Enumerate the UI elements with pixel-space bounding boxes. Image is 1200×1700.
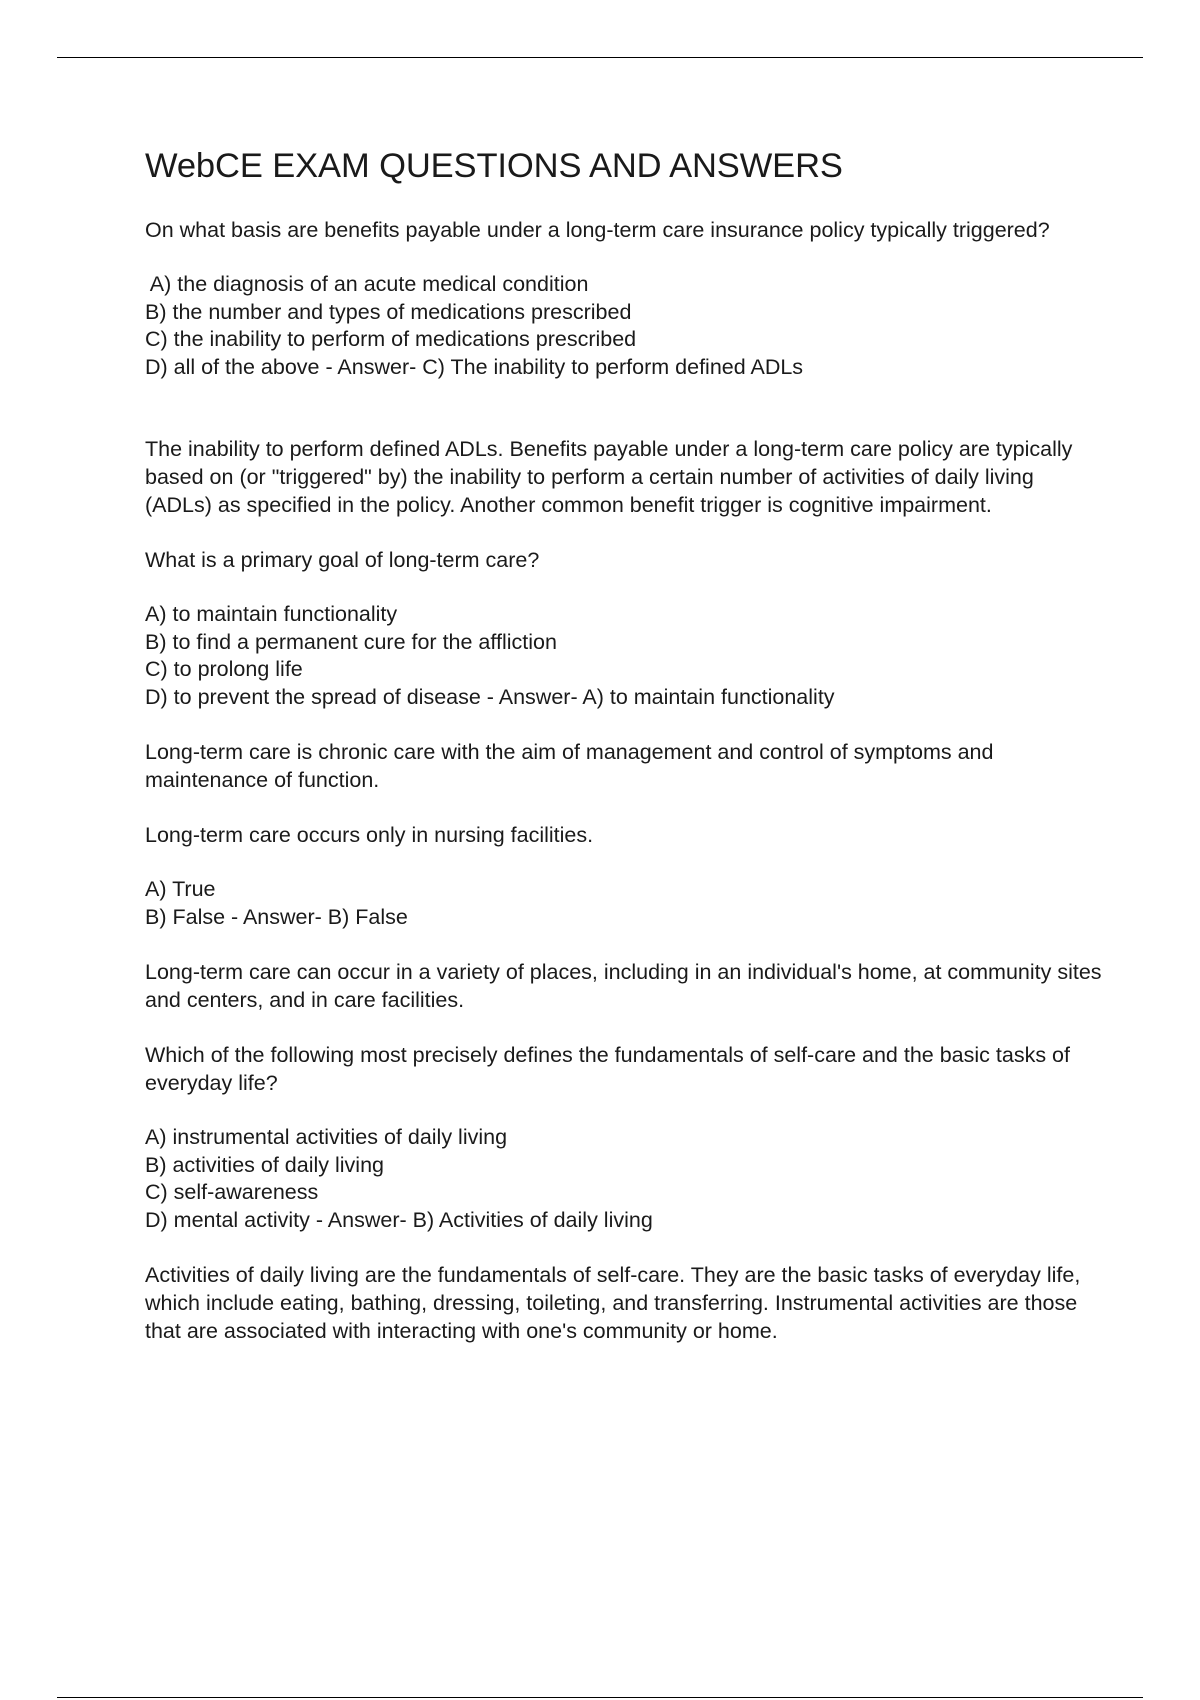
- option-item: B) to find a permanent cure for the affliction: [145, 629, 557, 654]
- question-text: On what basis are benefits payable under a long-term care insurance policy typically triggered?: [145, 218, 1050, 242]
- qa-block-3: [145, 821, 1105, 1014]
- option-item: C) the inability to perform of medications prescribed: [145, 327, 637, 351]
- option-item: C) to prolong life: [145, 657, 303, 681]
- explanation-text: Long-term care can occur in a variety of places, including in an individual's home, at community sites and centers, and in care facilities.: [145, 960, 1102, 1012]
- options-list: [145, 876, 1105, 931]
- option-item: A) instrumental activities of daily living: [145, 1125, 508, 1149]
- document-title: WebCE EXAM QUESTIONS AND ANSWERS: [145, 147, 843, 185]
- top-divider: [57, 57, 1143, 58]
- qa-block-4: [145, 1041, 1105, 1345]
- explanation-text: The inability to perform defined ADLs. Benefits payable under a long-term care policy are typically based on (or "triggered" by) the inability to perform a certain number of activities of daily living (ADLs) as specified in the policy. Another common benefit trigger is cognitive impairment.: [145, 437, 1073, 517]
- option-item: B) the number and types of medications prescribed: [145, 299, 632, 324]
- option-item: A) the diagnosis of an acute medical condition: [145, 272, 589, 296]
- bottom-divider: [57, 1697, 1143, 1698]
- options-list: [145, 601, 1105, 711]
- option-item: B) activities of daily living: [145, 1152, 384, 1177]
- explanation-text: Long-term care is chronic care with the aim of management and control of symptoms and maintenance of function.: [145, 740, 994, 792]
- option-item: A) to maintain functionality: [145, 602, 398, 626]
- option-item: A) True: [145, 877, 216, 901]
- option-item: D) mental activity - Answer- B) Activities of daily living: [145, 1207, 653, 1232]
- question-text: What is a primary goal of long-term care?: [145, 548, 540, 572]
- question-text: Which of the following most precisely defines the fundamentals of self-care and the basic tasks of everyday life?: [145, 1043, 1070, 1095]
- qa-block-1: [145, 216, 1105, 519]
- option-item: B) False - Answer- B) False: [145, 904, 408, 929]
- option-item: D) to prevent the spread of disease - Answer- A) to maintain functionality: [145, 684, 835, 709]
- qa-block-2: [145, 546, 1105, 794]
- options-list: [145, 271, 1105, 381]
- explanation-text: Activities of daily living are the fundamentals of self-care. They are the basic tasks of everyday life, which include eating, bathing, dressing, toileting, and transferring. Instrumental activities are those that are associated with interacting with one's community or home.: [145, 1263, 1081, 1343]
- options-list: [145, 1124, 1105, 1234]
- option-item: D) all of the above - Answer- C) The inability to perform defined ADLs: [145, 354, 804, 379]
- option-item: C) self-awareness: [145, 1180, 319, 1204]
- document-body: [145, 143, 1105, 1345]
- question-text: Long-term care occurs only in nursing facilities.: [145, 823, 594, 847]
